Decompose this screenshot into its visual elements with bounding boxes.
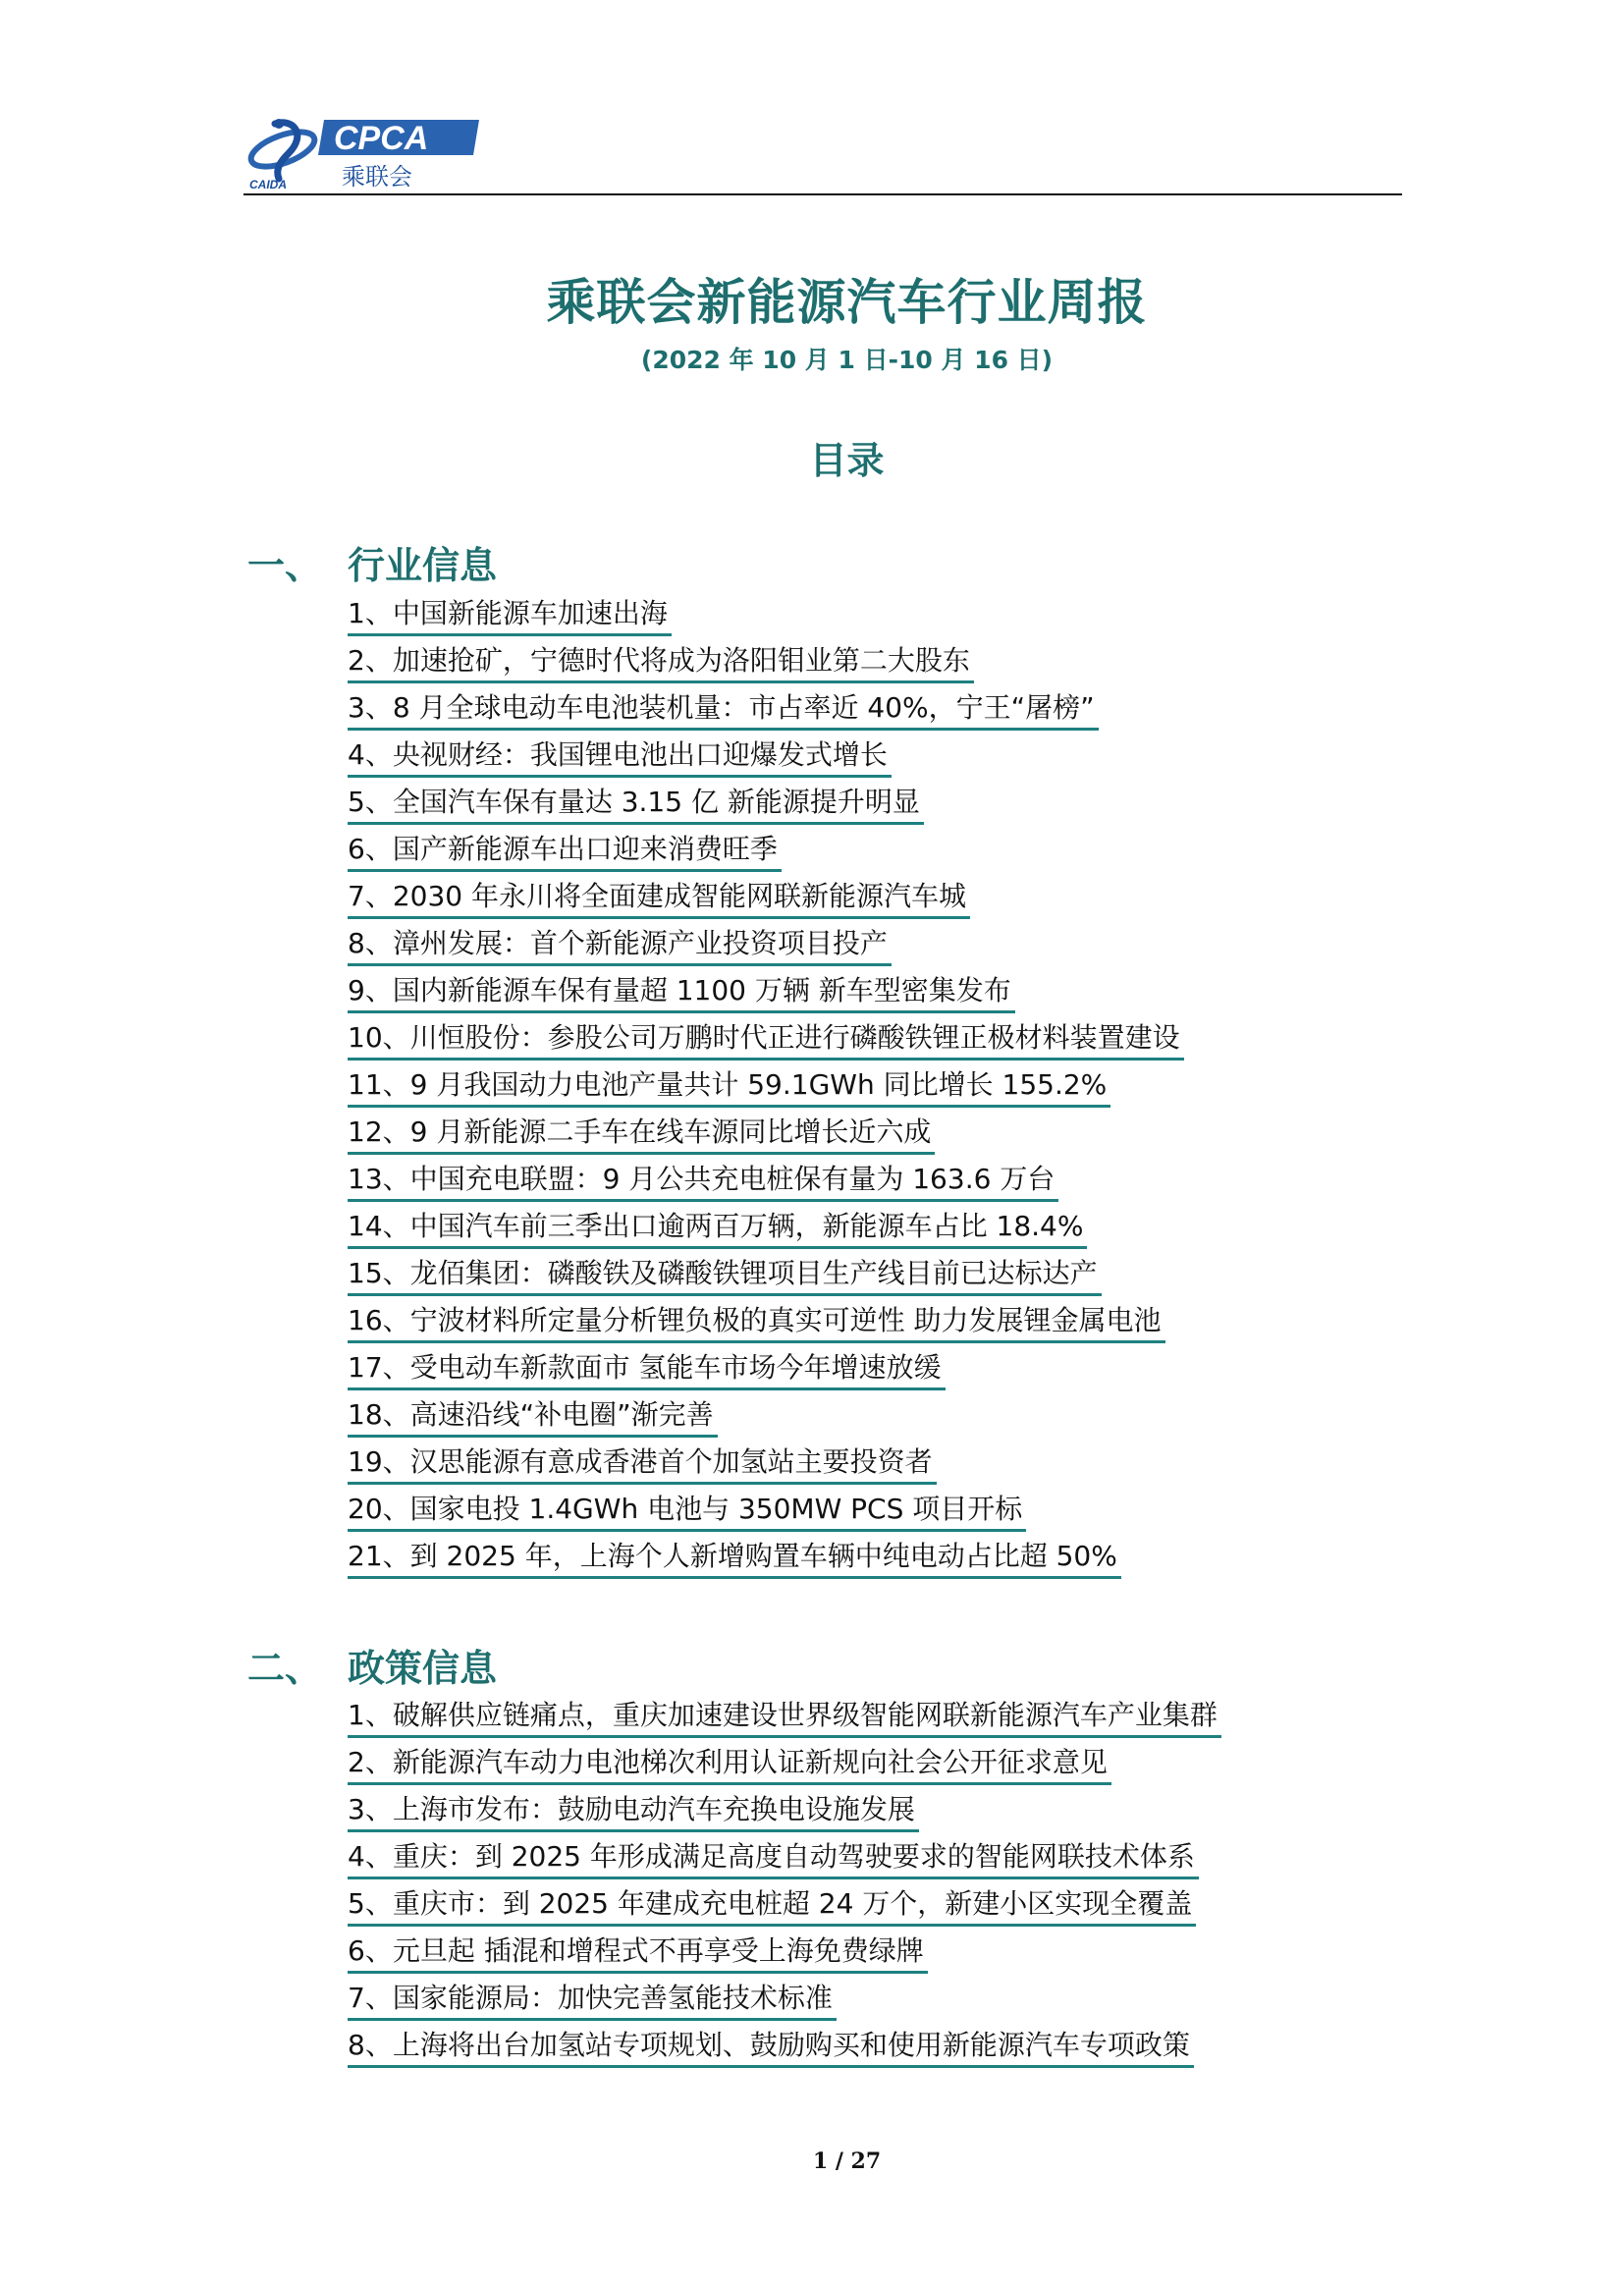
toc-entry-link[interactable]: 10、川恒股份：参股公司万鹏时代正进行磷酸铁锂正极材料装置建设: [348, 1018, 1184, 1061]
toc-entry[interactable]: [348, 924, 1184, 971]
toc-entry-link[interactable]: 11、9 月我国动力电池产量共计 59.1GWh 同比增长 155.2%: [348, 1065, 1110, 1108]
toc-entry-link[interactable]: 21、到 2025 年，上海个人新增购置车辆中纯电动占比超 50%: [348, 1537, 1121, 1579]
toc-entry[interactable]: [348, 783, 1184, 830]
document-title: 乘联会新能源汽车行业周报: [546, 274, 1148, 331]
page-number: 1 / 27: [812, 2149, 882, 2174]
toc-entry-link[interactable]: 3、上海市发布：鼓励电动汽车充换电设施发展: [348, 1790, 919, 1832]
toc-entry-link[interactable]: 6、国产新能源车出口迎来消费旺季: [348, 830, 782, 872]
cpca-logo: [245, 110, 481, 192]
toc-entry-link[interactable]: 18、高速沿线“补电圈”渐完善: [348, 1395, 718, 1438]
toc-entry[interactable]: [348, 1254, 1184, 1301]
toc-entry[interactable]: [348, 1301, 1184, 1348]
toc-entry-link[interactable]: 20、国家电投 1.4GWh 电池与 350MW PCS 项目开标: [348, 1490, 1026, 1532]
toc-entry-link[interactable]: 5、重庆市：到 2025 年建成充电桩超 24 万个，新建小区实现全覆盖: [348, 1884, 1196, 1927]
toc-entry[interactable]: [348, 1442, 1184, 1490]
page-header: [245, 110, 1404, 194]
toc-entry[interactable]: [348, 594, 1184, 641]
toc-entry-link[interactable]: 7、国家能源局：加快完善氢能技术标准: [348, 1979, 837, 2021]
toc-list-policy: [348, 1696, 1221, 2073]
toc-entry[interactable]: [348, 1790, 1221, 1837]
toc-entry-link[interactable]: 8、漳州发展：首个新能源产业投资项目投产: [348, 924, 892, 966]
toc-entry[interactable]: [348, 1018, 1184, 1065]
toc-entry[interactable]: [348, 1395, 1184, 1442]
toc-entry[interactable]: [348, 1113, 1184, 1160]
toc-entry[interactable]: [348, 1490, 1184, 1537]
toc-entry-link[interactable]: 17、受电动车新款面市 氢能车市场今年增速放缓: [348, 1348, 946, 1390]
toc-entry-link[interactable]: 1、中国新能源车加速出海: [348, 594, 672, 636]
toc-entry[interactable]: [348, 1065, 1184, 1113]
section-heading-industry: [247, 535, 497, 589]
toc-entry-link[interactable]: 1、破解供应链痛点，重庆加速建设世界级智能网联新能源汽车产业集群: [348, 1696, 1221, 1738]
toc-entry-link[interactable]: 4、央视财经：我国锂电池出口迎爆发式增长: [348, 735, 892, 778]
toc-entry[interactable]: [348, 1207, 1184, 1254]
toc-list-industry: [348, 594, 1184, 1584]
toc-entry-link[interactable]: 3、8 月全球电动车电池装机量：市占率近 40%，宁王“屠榜”: [348, 688, 1099, 731]
toc-entry[interactable]: [348, 1160, 1184, 1207]
toc-entry-link[interactable]: 2、加速抢矿，宁德时代将成为洛阳钼业第二大股东: [348, 641, 974, 683]
toc-entry[interactable]: [348, 1837, 1221, 1884]
logo-mark: CAIDA: [249, 178, 287, 191]
toc-entry[interactable]: [348, 877, 1184, 924]
toc-heading: 目录: [809, 439, 885, 482]
section-title: 政策信息: [348, 1647, 498, 1690]
toc-entry[interactable]: [348, 1979, 1221, 2026]
document-date-range: (2022 年 10 月 1 日-10 月 16 日): [640, 346, 1054, 374]
section-number: 一、: [247, 544, 323, 587]
toc-entry-link[interactable]: 15、龙佰集团：磷酸铁及磷酸铁锂项目生产线目前已达标达产: [348, 1254, 1102, 1296]
toc-entry-link[interactable]: 16、宁波材料所定量分析锂负极的真实可逆性 助力发展锂金属电池: [348, 1301, 1165, 1343]
section-heading-policy: [247, 1638, 497, 1692]
section-title: 行业信息: [348, 544, 498, 587]
toc-entry-link[interactable]: 8、上海将出台加氢站专项规划、鼓励购买和使用新能源汽车专项政策: [348, 2026, 1194, 2068]
toc-entry-link[interactable]: 14、中国汽车前三季出口逾两百万辆，新能源车占比 18.4%: [348, 1207, 1087, 1249]
logo-text: CPCA: [334, 120, 429, 157]
toc-entry-link[interactable]: 19、汉思能源有意成香港首个加氢站主要投资者: [348, 1442, 937, 1485]
toc-entry-link[interactable]: 2、新能源汽车动力电池梯次利用认证新规向社会公开征求意见: [348, 1743, 1111, 1785]
toc-entry-link[interactable]: 4、重庆：到 2025 年形成满足高度自动驾驶要求的智能网联技术体系: [348, 1837, 1199, 1879]
toc-entry[interactable]: [348, 1696, 1221, 1743]
toc-entry-link[interactable]: 9、国内新能源车保有量超 1100 万辆 新车型密集发布: [348, 971, 1015, 1013]
toc-entry[interactable]: [348, 1743, 1221, 1790]
toc-entry-link[interactable]: 7、2030 年永川将全面建成智能网联新能源汽车城: [348, 877, 970, 919]
toc-entry[interactable]: [348, 971, 1184, 1018]
toc-entry[interactable]: [348, 1348, 1184, 1395]
toc-entry-link[interactable]: 6、元旦起 插混和增程式不再享受上海免费绿牌: [348, 1931, 928, 1974]
toc-entry[interactable]: [348, 1537, 1184, 1584]
toc-entry-link[interactable]: 13、中国充电联盟：9 月公共充电桩保有量为 163.6 万台: [348, 1160, 1058, 1202]
header-divider: [244, 193, 1402, 195]
toc-entry[interactable]: [348, 735, 1184, 783]
toc-entry[interactable]: [348, 641, 1184, 688]
logo-subtext: 乘联会: [342, 163, 412, 190]
toc-entry[interactable]: [348, 1884, 1221, 1931]
toc-entry[interactable]: [348, 830, 1184, 877]
section-number: 二、: [247, 1647, 323, 1690]
toc-entry[interactable]: [348, 1931, 1221, 1979]
toc-entry-link[interactable]: 12、9 月新能源二手车在线车源同比增长近六成: [348, 1113, 935, 1155]
toc-entry[interactable]: [348, 688, 1184, 735]
toc-entry-link[interactable]: 5、全国汽车保有量达 3.15 亿 新能源提升明显: [348, 783, 924, 825]
toc-entry[interactable]: [348, 2026, 1221, 2073]
